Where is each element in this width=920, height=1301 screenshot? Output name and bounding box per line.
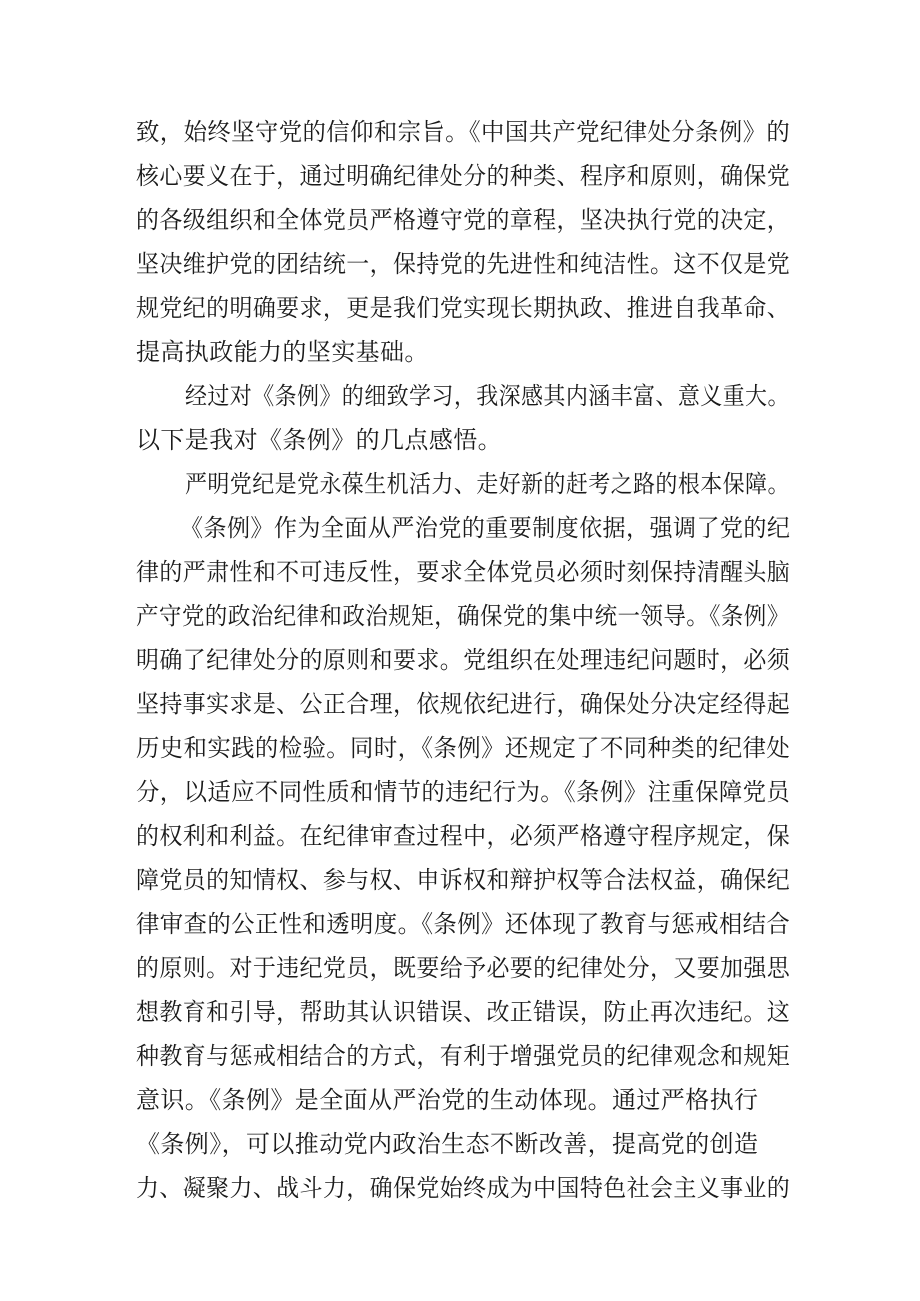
text-line: 经过对《条例》的细致学习，我深感其内涵丰富、意义重大。 — [185, 382, 790, 410]
text-line: 的各级组织和全体党员严格遵守党的章程，坚决执行党的决定， — [136, 206, 791, 234]
text-line: 产守党的政治纪律和政治规矩，确保党的集中统一领导。《条例》 — [136, 602, 790, 630]
text-line: 以下是我对《条例》的几点感悟。 — [136, 426, 502, 454]
text-line: 的原则。对于违纪党员，既要给予必要的纪律处分，又要加强思 — [136, 954, 791, 982]
text-line: 种教育与惩戒相结合的方式，有利于增强党员的纪律观念和规矩 — [136, 1042, 791, 1070]
text-line: 提高执政能力的坚实基础。 — [136, 338, 429, 366]
text-line: 意识。《条例》是全面从严治党的生动体现。通过严格执行 — [136, 1086, 759, 1114]
text-line: 规党纪的明确要求，更是我们党实现长期执政、推进自我革命、 — [136, 294, 791, 322]
text-line: 律的严肃性和不可违反性，要求全体党员必须时刻保持清醒头脑 — [136, 558, 791, 586]
text-line: 的权利和利益。在纪律审查过程中，必须严格遵守程序规定，保 — [136, 822, 791, 850]
text-line: 明确了纪律处分的原则和要求。党组织在处理违纪问题时，必须 — [136, 646, 791, 674]
text-line: 障党员的知情权、参与权、申诉权和辩护权等合法权益，确保纪 — [136, 866, 791, 894]
text-line: 核心要义在于，通过明确纪律处分的种类、程序和原则，确保党 — [136, 162, 791, 190]
text-line: 历史和实践的检验。同时，《条例》还规定了不同种类的纪律处 — [136, 734, 791, 762]
text-line: 《条例》作为全面从严治党的重要制度依据，强调了党的纪 — [180, 514, 791, 542]
text-line: 《条例》，可以推动党内政治生态不断改善，提高党的创造 — [136, 1130, 759, 1158]
text-line: 坚持事实求是、公正合理，依规依纪进行，确保处分决定经得起 — [136, 690, 791, 718]
text-line: 分，以适应不同性质和情节的违纪行为。《条例》注重保障党员 — [136, 778, 791, 806]
text-line: 律审查的公正性和透明度。《条例》还体现了教育与惩戒相结合 — [136, 910, 791, 938]
text-line: 严明党纪是党永葆生机活力、走好新的赶考之路的根本保障。 — [185, 470, 790, 498]
text-line: 力、凝聚力、战斗力，确保党始终成为中国特色社会主义事业的 — [136, 1174, 791, 1202]
text-line: 坚决维护党的团结统一，保持党的先进性和纯洁性。这不仅是党 — [136, 250, 791, 278]
text-line: 致，始终坚守党的信仰和宗旨。《中国共产党纪律处分条例》的 — [136, 118, 791, 146]
text-line: 想教育和引导，帮助其认识错误、改正错误，防止再次违纪。这 — [136, 998, 791, 1026]
